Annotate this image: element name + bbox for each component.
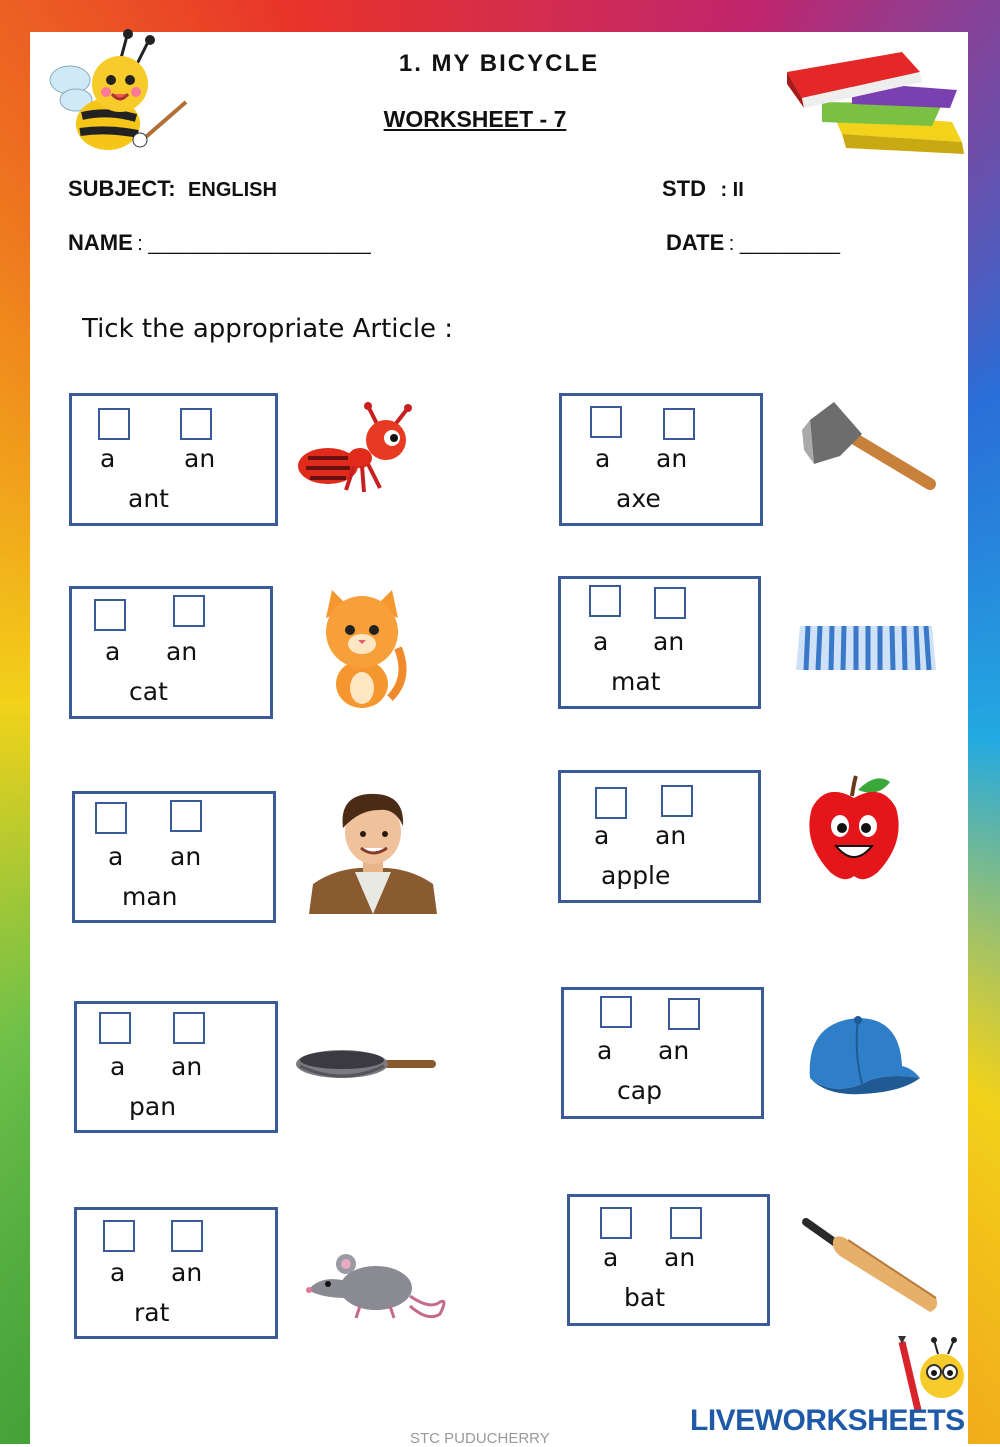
checkbox-an[interactable] xyxy=(180,408,212,440)
checkbox-a[interactable] xyxy=(600,1207,632,1239)
option-an-label: an xyxy=(653,627,685,656)
date-field[interactable]: : _________ xyxy=(728,233,840,255)
checkbox-a[interactable] xyxy=(94,599,126,631)
checkbox-a[interactable] xyxy=(595,787,627,819)
checkbox-an[interactable] xyxy=(663,408,695,440)
worksheet-title: 1. MY BICYCLE xyxy=(398,50,600,77)
option-a-label: a xyxy=(105,637,121,666)
name-field[interactable]: : ____________________ xyxy=(137,233,371,255)
cat-icon xyxy=(312,588,412,714)
checkbox-an[interactable] xyxy=(668,998,700,1030)
option-an-label: an xyxy=(655,821,687,850)
option-a-label: a xyxy=(597,1036,613,1065)
subject-value: ENGLISH xyxy=(188,179,277,201)
subject-label: SUBJECT: xyxy=(68,176,176,201)
checkbox-a[interactable] xyxy=(103,1220,135,1252)
item-word: bat xyxy=(624,1283,665,1312)
checkbox-an[interactable] xyxy=(173,595,205,627)
worksheet-page xyxy=(30,32,968,1447)
brand-text: LIVEWORKSHEETS xyxy=(690,1404,965,1437)
apple-icon xyxy=(806,772,902,882)
instruction: Tick the appropriate Article : xyxy=(82,314,454,344)
option-an-label: an xyxy=(170,842,202,871)
item-box-cat xyxy=(69,586,273,719)
name-label: NAME xyxy=(68,230,133,255)
option-a-label: a xyxy=(595,444,611,473)
checkbox-a[interactable] xyxy=(600,996,632,1028)
liveworksheets-logo xyxy=(690,1404,965,1438)
checkbox-an[interactable] xyxy=(173,1012,205,1044)
subject-line xyxy=(68,176,277,202)
item-word: pan xyxy=(129,1092,177,1121)
option-an-label: an xyxy=(166,637,198,666)
item-box-ant xyxy=(69,393,278,526)
option-an-label: an xyxy=(171,1052,203,1081)
ant-icon xyxy=(298,402,416,496)
footer-credit: STC PUDUCHERRY xyxy=(410,1430,550,1447)
option-an-label: an xyxy=(171,1258,203,1287)
checkbox-an[interactable] xyxy=(170,800,202,832)
worksheet-number: WORKSHEET - 7 xyxy=(383,106,567,132)
item-box-apple xyxy=(558,770,761,903)
option-a-label: a xyxy=(603,1243,619,1272)
checkbox-an[interactable] xyxy=(171,1220,203,1252)
checkbox-a[interactable] xyxy=(589,585,621,617)
item-word: rat xyxy=(134,1298,170,1327)
date-label: DATE xyxy=(666,230,725,255)
item-word: apple xyxy=(601,861,671,890)
mat-icon xyxy=(790,622,942,674)
std-label: STD xyxy=(662,176,706,201)
item-box-axe xyxy=(559,393,763,526)
option-a-label: a xyxy=(593,627,609,656)
axe-icon xyxy=(800,400,938,492)
item-box-bat xyxy=(567,1194,770,1326)
item-word: cap xyxy=(617,1076,662,1105)
checkbox-a[interactable] xyxy=(95,802,127,834)
cap-icon xyxy=(802,1012,922,1096)
item-word: mat xyxy=(611,667,661,696)
checkbox-a[interactable] xyxy=(99,1012,131,1044)
option-an-label: an xyxy=(656,444,688,473)
date-line xyxy=(666,230,840,256)
item-word: cat xyxy=(129,677,168,706)
std-value: : II xyxy=(720,179,744,201)
rat-icon xyxy=(306,1240,448,1322)
item-box-mat xyxy=(558,576,761,709)
option-a-label: a xyxy=(100,444,116,473)
item-word: axe xyxy=(616,484,661,513)
option-a-label: a xyxy=(594,821,610,850)
checkbox-an[interactable] xyxy=(654,587,686,619)
option-an-label: an xyxy=(664,1243,696,1272)
item-box-cap xyxy=(561,987,764,1119)
checkbox-a[interactable] xyxy=(98,408,130,440)
cricket-bat-icon xyxy=(800,1216,940,1316)
name-line xyxy=(68,230,371,256)
man-icon xyxy=(309,788,437,914)
std-line xyxy=(662,176,744,202)
option-an-label: an xyxy=(658,1036,690,1065)
option-a-label: a xyxy=(110,1258,126,1287)
checkbox-a[interactable] xyxy=(590,406,622,438)
option-an-label: an xyxy=(184,444,216,473)
item-word: ant xyxy=(128,484,169,513)
option-a-label: a xyxy=(108,842,124,871)
item-box-pan xyxy=(74,1001,278,1133)
checkbox-an[interactable] xyxy=(670,1207,702,1239)
option-a-label: a xyxy=(110,1052,126,1081)
item-word: man xyxy=(122,882,178,911)
pan-icon xyxy=(296,1046,438,1086)
item-box-rat xyxy=(74,1207,278,1339)
checkbox-an[interactable] xyxy=(661,785,693,817)
item-box-man xyxy=(72,791,276,923)
